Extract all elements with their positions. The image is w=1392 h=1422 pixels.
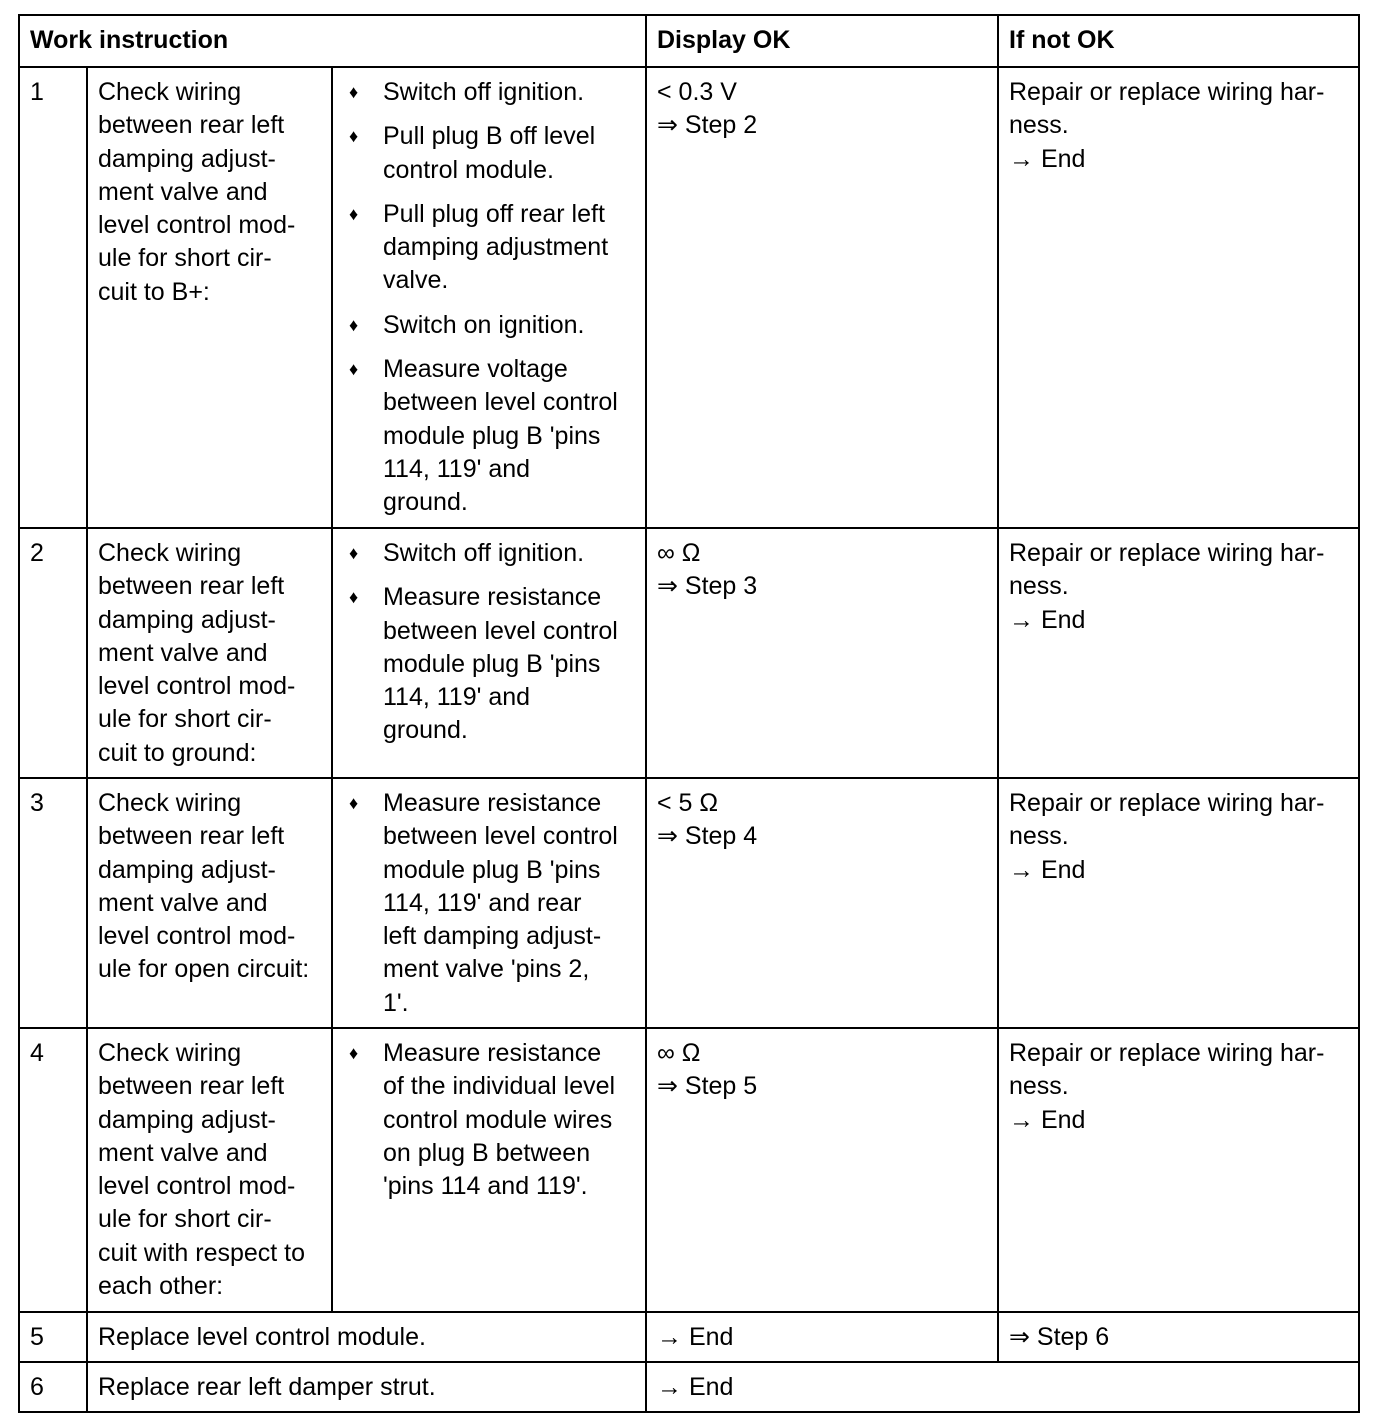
- action-line: module plug B 'pins: [383, 855, 601, 884]
- diamond-bullet-icon: ♦: [349, 203, 359, 224]
- action-item: [343, 537, 635, 570]
- if-not-ok-line: → End: [1009, 855, 1086, 884]
- action-item: [343, 76, 635, 109]
- action-line: between level control: [383, 388, 618, 417]
- action-list: [343, 1037, 635, 1203]
- if-not-ok-line: Repair or replace wiring har-: [1009, 1039, 1325, 1067]
- step-number: 4: [19, 1028, 87, 1312]
- check-line: damping adjust-: [98, 605, 276, 634]
- action-line: valve.: [383, 266, 449, 295]
- table-row: [19, 778, 1359, 1028]
- action-list-cell: [332, 1028, 646, 1312]
- check-line: Check wiring: [98, 789, 242, 817]
- action-line: between level control: [383, 616, 618, 645]
- check-line: between rear left: [98, 572, 285, 601]
- diamond-bullet-icon: ♦: [349, 793, 359, 813]
- action-list-cell: [332, 67, 646, 528]
- action-list: [343, 537, 635, 748]
- display-ok-cell: [646, 67, 998, 528]
- check-line: damping adjust-: [98, 1105, 276, 1134]
- action-line: 114, 119' and: [383, 454, 531, 483]
- diamond-bullet-icon: ♦: [349, 126, 359, 147]
- diamond-bullet-icon: ♦: [349, 1043, 359, 1063]
- display-ok-line: ∞ Ω: [657, 1039, 701, 1067]
- diamond-bullet-icon: ♦: [349, 359, 359, 380]
- display-ok-line: ∞ Ω: [657, 539, 701, 567]
- action-line: ground.: [383, 488, 468, 517]
- check-line: ment valve and: [98, 638, 268, 667]
- display-ok-cell: → End: [646, 1312, 998, 1362]
- check-line: level control mod-: [98, 922, 296, 951]
- diamond-bullet-icon: ♦: [349, 314, 359, 335]
- action-line: on plug B between: [383, 1138, 591, 1167]
- display-ok-line: < 0.3 V: [657, 78, 737, 106]
- action-list: [343, 787, 635, 1020]
- header-work-instruction: Work instruction: [19, 15, 646, 67]
- action-item: [343, 1037, 635, 1203]
- check-line: damping adjust-: [98, 144, 276, 173]
- if-not-ok-line: ness.: [1009, 1072, 1069, 1101]
- diamond-bullet-icon: ♦: [349, 587, 359, 608]
- if-not-ok-cell: [998, 1028, 1359, 1312]
- work-instruction-table: [18, 14, 1360, 1413]
- action-item: [343, 353, 635, 519]
- display-ok-cell: → End: [646, 1362, 1359, 1412]
- check-line: between rear left: [98, 1072, 285, 1101]
- check-description: [87, 528, 332, 778]
- action-list-cell: [332, 528, 646, 778]
- action-item: [343, 581, 635, 747]
- action-list: [343, 76, 635, 520]
- step-number: 6: [19, 1362, 87, 1412]
- action-line: Switch off ignition.: [383, 78, 585, 106]
- table-row: [19, 67, 1359, 528]
- check-line: Check wiring: [98, 539, 242, 567]
- instruction-cell: Replace level control module.: [87, 1312, 646, 1362]
- check-line: ule for short cir-: [98, 244, 272, 273]
- check-line: level control mod-: [98, 211, 296, 240]
- action-line: Pull plug off rear left: [383, 199, 605, 228]
- action-line: module plug B 'pins: [383, 649, 601, 678]
- if-not-ok-cell: [998, 528, 1359, 778]
- display-ok-cell: [646, 778, 998, 1028]
- check-line: ment valve and: [98, 1138, 268, 1167]
- action-line: 114, 119' and rear: [383, 888, 582, 917]
- check-description: [87, 1028, 332, 1312]
- check-line: ule for open circuit:: [98, 955, 310, 984]
- if-not-ok-line: ness.: [1009, 572, 1069, 601]
- instruction-cell: Replace rear left damper strut.: [87, 1362, 646, 1412]
- action-item: [343, 309, 635, 342]
- display-ok-line: ⇒ Step 3: [657, 572, 758, 601]
- check-line: level control mod-: [98, 1172, 296, 1201]
- display-ok-line: ⇒ Step 2: [657, 111, 758, 140]
- action-line: ground.: [383, 716, 468, 745]
- check-line: level control mod-: [98, 672, 296, 701]
- action-item: [343, 120, 635, 187]
- action-line: Switch off ignition.: [383, 539, 585, 567]
- check-line: damping adjust-: [98, 855, 276, 884]
- if-not-ok-line: Repair or replace wiring har-: [1009, 539, 1325, 567]
- check-line: ule for short cir-: [98, 1205, 272, 1234]
- check-line: cuit with respect to: [98, 1238, 306, 1267]
- action-line: control module wires: [383, 1105, 613, 1134]
- action-line: damping adjustment: [383, 233, 609, 262]
- check-line: ment valve and: [98, 177, 268, 206]
- check-line: Check wiring: [98, 78, 242, 106]
- display-ok-line: < 5 Ω: [657, 789, 719, 817]
- check-line: ment valve and: [98, 888, 268, 917]
- action-line: control module.: [383, 155, 554, 184]
- if-not-ok-cell: ⇒ Step 6: [998, 1312, 1359, 1362]
- header-if-not-ok: If not OK: [998, 15, 1359, 67]
- table-header-row: [19, 15, 1359, 67]
- action-line: 114, 119' and: [383, 683, 531, 712]
- header-display-ok: Display OK: [646, 15, 998, 67]
- if-not-ok-line: → End: [1009, 605, 1086, 634]
- check-line: between rear left: [98, 822, 285, 851]
- action-line: of the individual level: [383, 1072, 616, 1101]
- action-line: 1'.: [383, 988, 409, 1017]
- action-line: Measure resistance: [383, 789, 602, 817]
- display-ok-line: ⇒ Step 5: [657, 1072, 758, 1101]
- action-line: between level control: [383, 822, 618, 851]
- if-not-ok-line: → End: [1009, 1105, 1086, 1134]
- check-line: Check wiring: [98, 1039, 242, 1067]
- table-row: [19, 1362, 1359, 1412]
- step-number: 3: [19, 778, 87, 1028]
- step-number: 1: [19, 67, 87, 528]
- action-line: Pull plug B off level: [383, 122, 596, 151]
- step-number: 2: [19, 528, 87, 778]
- table-row: [19, 1312, 1359, 1362]
- table-row: [19, 528, 1359, 778]
- check-line: between rear left: [98, 111, 285, 140]
- action-line: Switch on ignition.: [383, 310, 585, 339]
- step-number: 5: [19, 1312, 87, 1362]
- if-not-ok-line: ness.: [1009, 111, 1069, 140]
- display-ok-cell: [646, 1028, 998, 1312]
- table-row: [19, 1028, 1359, 1312]
- action-line: 'pins 114 and 119'.: [383, 1172, 588, 1201]
- action-line: Measure voltage: [383, 355, 568, 384]
- action-line: Measure resistance: [383, 583, 602, 612]
- diamond-bullet-icon: ♦: [349, 543, 359, 563]
- if-not-ok-line: Repair or replace wiring har-: [1009, 78, 1325, 106]
- action-line: Measure resistance: [383, 1039, 602, 1067]
- display-ok-line: ⇒ Step 4: [657, 822, 758, 851]
- action-line: module plug B 'pins: [383, 421, 601, 450]
- if-not-ok-line: ness.: [1009, 822, 1069, 851]
- action-item: [343, 787, 635, 1020]
- check-line: cuit to B+:: [98, 277, 210, 306]
- if-not-ok-cell: [998, 67, 1359, 528]
- check-line: ule for short cir-: [98, 705, 272, 734]
- action-line: left damping adjust-: [383, 922, 602, 951]
- action-list-cell: [332, 778, 646, 1028]
- diamond-bullet-icon: ♦: [349, 82, 359, 102]
- display-ok-cell: [646, 528, 998, 778]
- check-description: [87, 778, 332, 1028]
- action-line: ment valve 'pins 2,: [383, 955, 590, 984]
- check-line: cuit to ground:: [98, 738, 257, 767]
- if-not-ok-line: Repair or replace wiring har-: [1009, 789, 1325, 817]
- action-item: [343, 198, 635, 298]
- if-not-ok-cell: [998, 778, 1359, 1028]
- check-description: [87, 67, 332, 528]
- if-not-ok-line: → End: [1009, 144, 1086, 173]
- check-line: each other:: [98, 1272, 224, 1301]
